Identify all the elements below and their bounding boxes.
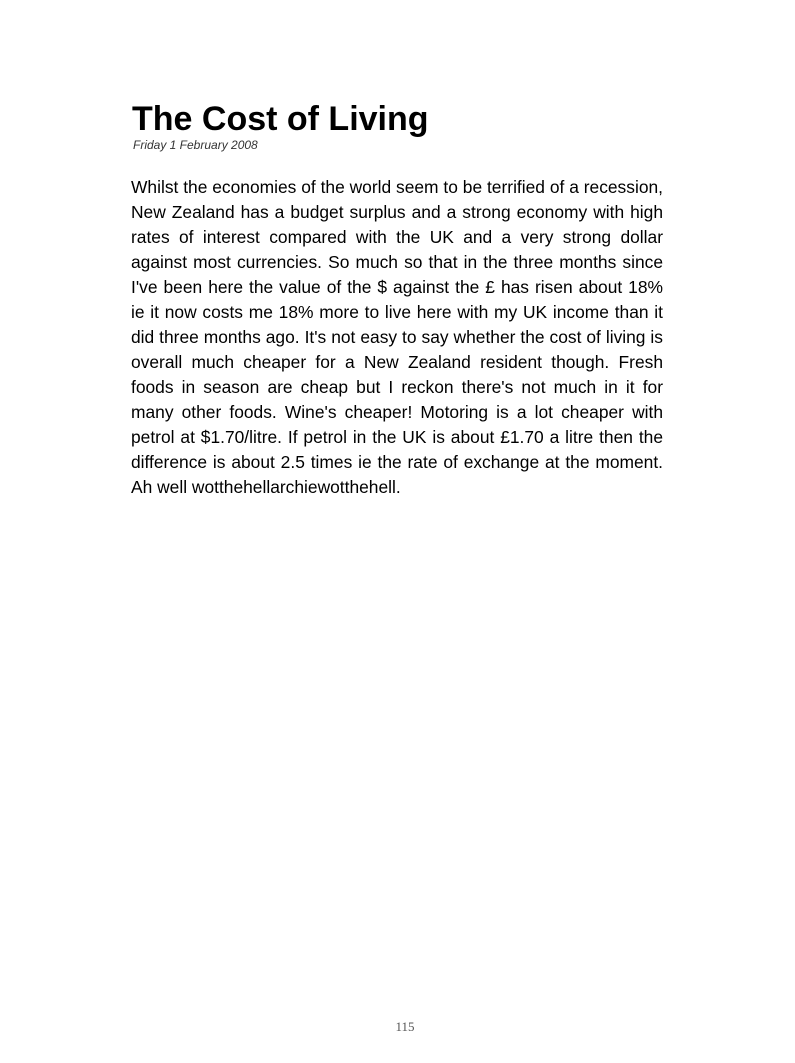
article-date: Friday 1 February 2008 [133, 138, 258, 152]
article-body: Whilst the economies of the world seem to be terrified of a recession, New Zealand has a budget surplus and a strong economy with high rates of interest compared with the UK and a very strong dollar against most currencies. So much so that in the three months since I've been here the value of the $ against the £ has risen about 18% ie it now costs me 18% more to live here with my UK income than it did three months ago. It's not easy to say whether the cost of living is overall much cheaper for a New Zealand resident though. Fresh foods in season are cheap but I reckon there's not much in it for many other foods. Wine's cheaper! Motoring is a lot cheaper with petrol at $1.70/litre. If petrol in the UK is about £1.70 a litre then the difference is about 2.5 times ie the rate of exchange at the moment. Ah well wotthehellarchiewotthehell. [131, 177, 663, 497]
page-number: 115 [395, 1019, 415, 1034]
article-title: The Cost of Living [132, 100, 429, 138]
